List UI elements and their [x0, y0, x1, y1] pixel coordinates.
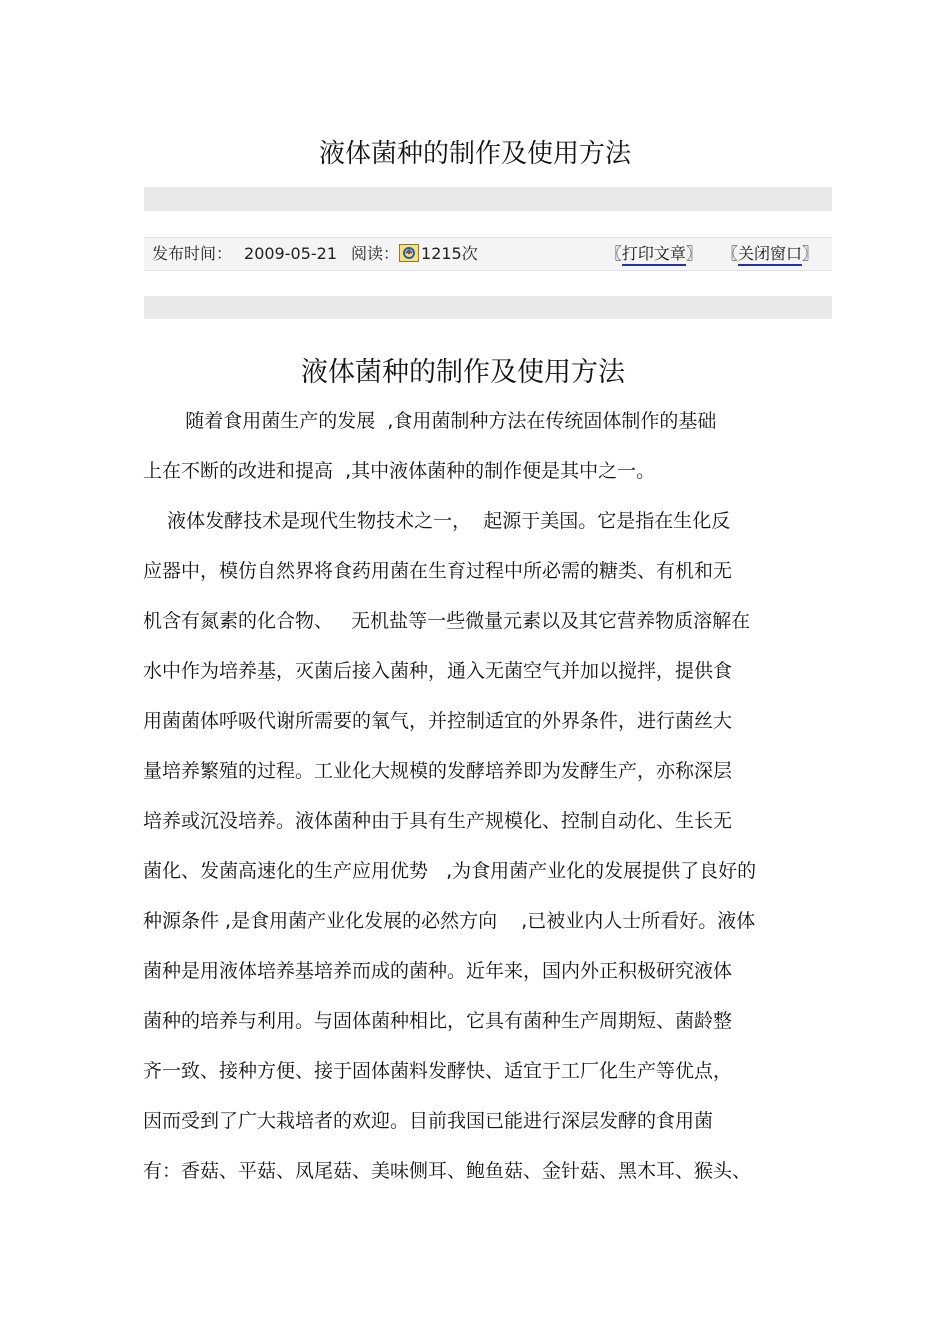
article-title: 液体菌种的制作及使用方法	[301, 357, 625, 388]
print-bracket-close: 〗	[685, 244, 702, 263]
close-bracket-close: 〗	[801, 244, 818, 263]
publish-label: 发布时间：	[152, 244, 233, 263]
close-window-label[interactable]: 关闭窗口	[738, 244, 802, 266]
article-line: 培养或沉没培养。液体菌种由于具有生产规模化、控制自动化、生长无	[143, 810, 733, 832]
close-window-link[interactable]	[722, 238, 818, 270]
article-line: 因而受到了广大栽培者的欢迎。目前我国已能进行深层发酵的食用菌	[143, 1110, 714, 1132]
article-line: 液体发酵技术是现代生物技术之一， 起源于美国。它是指在生化反	[143, 510, 731, 532]
print-bracket-open: 〖	[605, 244, 622, 263]
article-line: 齐一致、接种方便、接于固体菌料发酵快、适宜于工厂化生产等优点，	[143, 1060, 733, 1082]
article-line: 用菌菌体呼吸代谢所需要的氧气，并控制适宜的外界条件，进行菌丝大	[143, 710, 733, 732]
article-line: 上在不断的改进和提高 ,其中液体菌种的制作便是其中之一。	[143, 460, 656, 482]
article-line: 量培养繁殖的过程。工业化大规模的发酵培养即为发酵生产，亦称深层	[143, 760, 733, 782]
meta-actions	[606, 238, 818, 270]
print-article-label[interactable]: 打印文章	[622, 244, 686, 266]
read-label: 阅读：	[351, 244, 400, 263]
read-count-icon	[399, 241, 419, 259]
print-article-link[interactable]	[606, 238, 702, 270]
publish-date: 2009-05-21	[244, 244, 337, 263]
meta-info	[152, 238, 478, 270]
article-line: 有：香菇、平菇、凤尾菇、美味侧耳、鲍鱼菇、金针菇、黑木耳、猴头、	[143, 1160, 752, 1182]
close-bracket-open: 〖	[721, 244, 738, 263]
divider-bar-bottom	[144, 296, 832, 319]
article-line: 菌化、发菌高速化的生产应用优势 ,为食用菌产业化的发展提供了良好的	[143, 860, 757, 882]
article-line: 菌种是用液体培养基培养而成的菌种。近年来，国内外正积极研究液体	[143, 960, 733, 982]
article-line: 机含有氮素的化合物、 无机盐等一些微量元素以及其它营养物质溶解在	[143, 610, 751, 632]
article-line: 种源条件 ,是食用菌产业化发展的必然方向 ,已被业内人士所看好。液体	[143, 910, 756, 932]
page-title: 液体菌种的制作及使用方法	[318, 139, 631, 169]
article-line: 应器中，模仿自然界将食药用菌在生育过程中所必需的糖类、有机和无	[143, 560, 733, 582]
read-unit: 次	[461, 244, 478, 263]
article-line: 水中作为培养基，灭菌后接入菌种，通入无菌空气并加以搅拌，提供食	[143, 660, 733, 682]
article-meta-bar	[144, 237, 832, 271]
divider-bar-top	[144, 187, 832, 211]
article-line: 菌种的培养与利用。与固体菌种相比，它具有菌种生产周期短、菌龄整	[143, 1010, 733, 1032]
read-count: 1215	[421, 244, 462, 263]
article-line: 随着食用菌生产的发展 ,食用菌制种方法在传统固体制作的基础	[143, 410, 717, 432]
